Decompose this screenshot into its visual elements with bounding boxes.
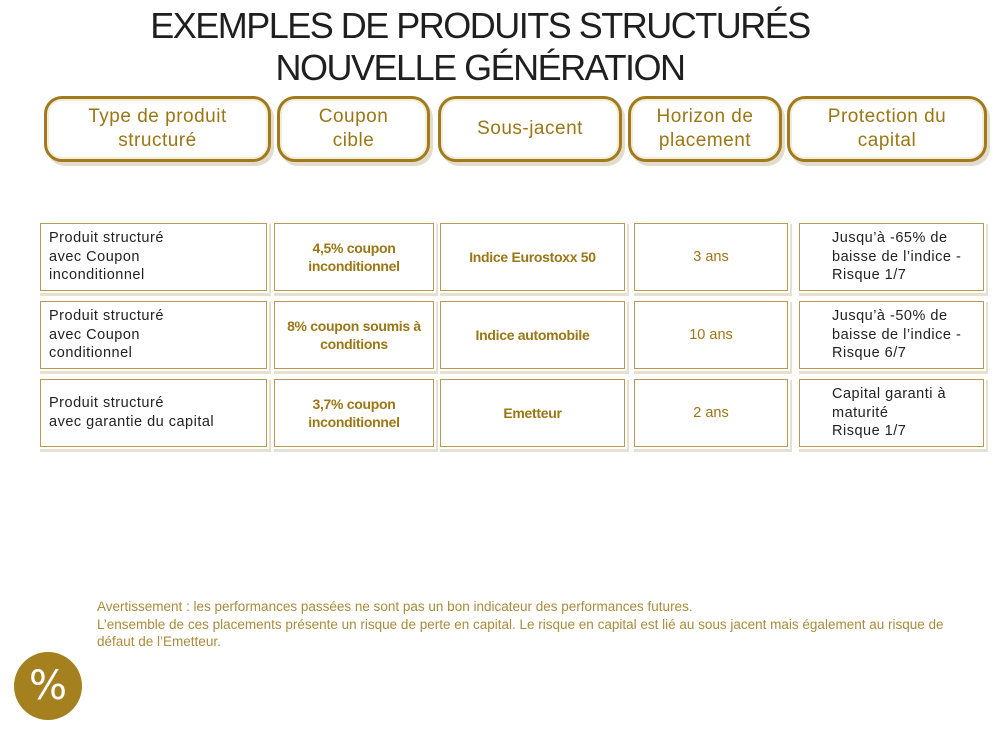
page-title-line-2: NOUVELLE GÉNÉRATION [275, 47, 685, 88]
row-2-protection: Jusqu’à -50% de baisse de l’indice - Risque 6/7 [799, 301, 984, 369]
row-1-coupon: 4,5% coupon inconditionnel [274, 223, 434, 291]
percent-icon [14, 652, 82, 720]
header-underlying: Sous-jacent [438, 96, 622, 162]
row-2-coupon: 8% coupon soumis à conditions [274, 301, 434, 369]
disclaimer-line-1: Avertissement : les performances passées ne sont pas un bon indicateur des performances futures. [97, 599, 693, 614]
row-3-protection: Capital garanti à maturité Risque 1/7 [799, 379, 984, 447]
logo-symbol: % [28, 663, 67, 709]
disclaimer [97, 598, 977, 651]
row-2-horizon: 10 ans [634, 301, 788, 369]
header-target-coupon: Coupon cible [277, 96, 430, 162]
header-capital-protection: Protection du capital [787, 96, 987, 162]
row-3-underlying: Emetteur [440, 379, 625, 447]
row-1-protection: Jusqu’à -65% de baisse de l’indice - Risque 1/7 [799, 223, 984, 291]
row-3-coupon: 3,7% coupon inconditionnel [274, 379, 434, 447]
row-2-underlying: Indice automobile [440, 301, 625, 369]
header-investment-horizon: Horizon de placement [628, 96, 782, 162]
row-1-horizon: 3 ans [634, 223, 788, 291]
row-1-underlying: Indice Eurostoxx 50 [440, 223, 625, 291]
row-3-product-type: Produit structuré avec garantie du capital [40, 379, 267, 447]
disclaimer-line-2: L’ensemble de ces placements présente un risque de perte en capital. Le risque en capital est lié au sous jacent mais également au risque de défaut de l’Emetteur. [97, 616, 944, 650]
row-1-product-type: Produit structuré avec Coupon inconditionnel [40, 223, 267, 291]
page-title-line-1: EXEMPLES DE PRODUITS STRUCTURÉS [150, 5, 810, 46]
row-3-horizon: 2 ans [634, 379, 788, 447]
row-2-product-type: Produit structuré avec Coupon conditionnel [40, 301, 267, 369]
header-product-type: Type de produit structuré [44, 96, 271, 162]
